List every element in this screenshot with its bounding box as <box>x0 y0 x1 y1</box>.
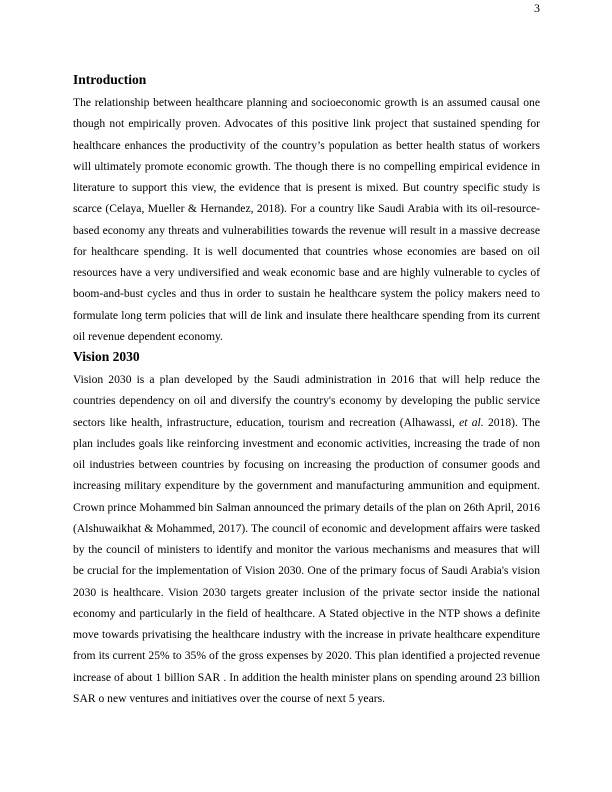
vision-2030-heading: Vision 2030 <box>73 349 140 364</box>
introduction-section <box>73 71 540 347</box>
vision-2030-text-part2: 2018). The plan includes goals like reinforcing investment and economic activities, increasing the trade of non oil industries between countries by focusing on increasing the production of consumer goods and increasing military expenditure by the government and manufacturing ammunition and equipment. Crown prince Mohammed bin Salman announced the primary details of the plan on 26th April, 2016 (Alshuwaikhat & Mohammed, 2017). The council of economic and development affairs were tasked by the council of ministers to identify and monitor the various mechanisms and measures that will be crucial for the implementation of Vision 2030. One of the primary focus of Saudi Arabia's vision 2030 is healthcare. Vision 2030 targets greater inclusion of the private sector inside the national economy and particularly in the field of healthcare. A Stated objective in the NTP shows a definite move towards privatising the healthcare industry with the increase in private healthcare expenditure from its current 25% to 35% of the gross expenses by 2020. This plan identified a projected revenue increase of about 1 billion SAR . In addition the health minister plans on spending around 23 billion SAR o new ventures and initiatives over the course of next 5 years. <box>73 415 540 705</box>
introduction-heading: Introduction <box>73 72 147 87</box>
document-body <box>73 71 540 709</box>
introduction-paragraph: The relationship between healthcare planning and socioeconomic growth is an assumed causal one though not empirically proven. Advocates of this positive link project that sustained spending for healthcare enhances the productivity of the country’s population as better health status of workers will ultimately promote economic growth. The though there is no compelling empirical evidence in literature to support this view, the evidence that is present is mixed. But country specific study is scarce (Celaya, Mueller & Hernandez, 2018). For a country like Saudi Arabia with its oil-resource-based economy any threats and vulnerabilities towards the revenue will result in a massive decrease for healthcare spending. It is well documented that countries whose economies are based on oil resources have a very undiversified and weak economic base and are highly vulnerable to cycles of boom-and-bust cycles and thus in order to sustain he healthcare system the policy makers need to formulate long term policies that will de link and insulate there healthcare spending from its current oil revenue dependent economy. <box>73 96 540 343</box>
vision-2030-text-italic: et al. <box>459 415 484 429</box>
vision-2030-paragraph <box>73 369 540 709</box>
page-number: 3 <box>534 1 540 15</box>
vision-2030-section <box>73 348 540 709</box>
vision-2030-text-part1: Vision 2030 is a plan developed by the Saudi administration in 2016 that will help reduce the countries dependency on oil and diversify the country's economy by developing the public service sectors like health, infrastructure, education, tourism and recreation (Alhawassi, <box>73 373 540 429</box>
